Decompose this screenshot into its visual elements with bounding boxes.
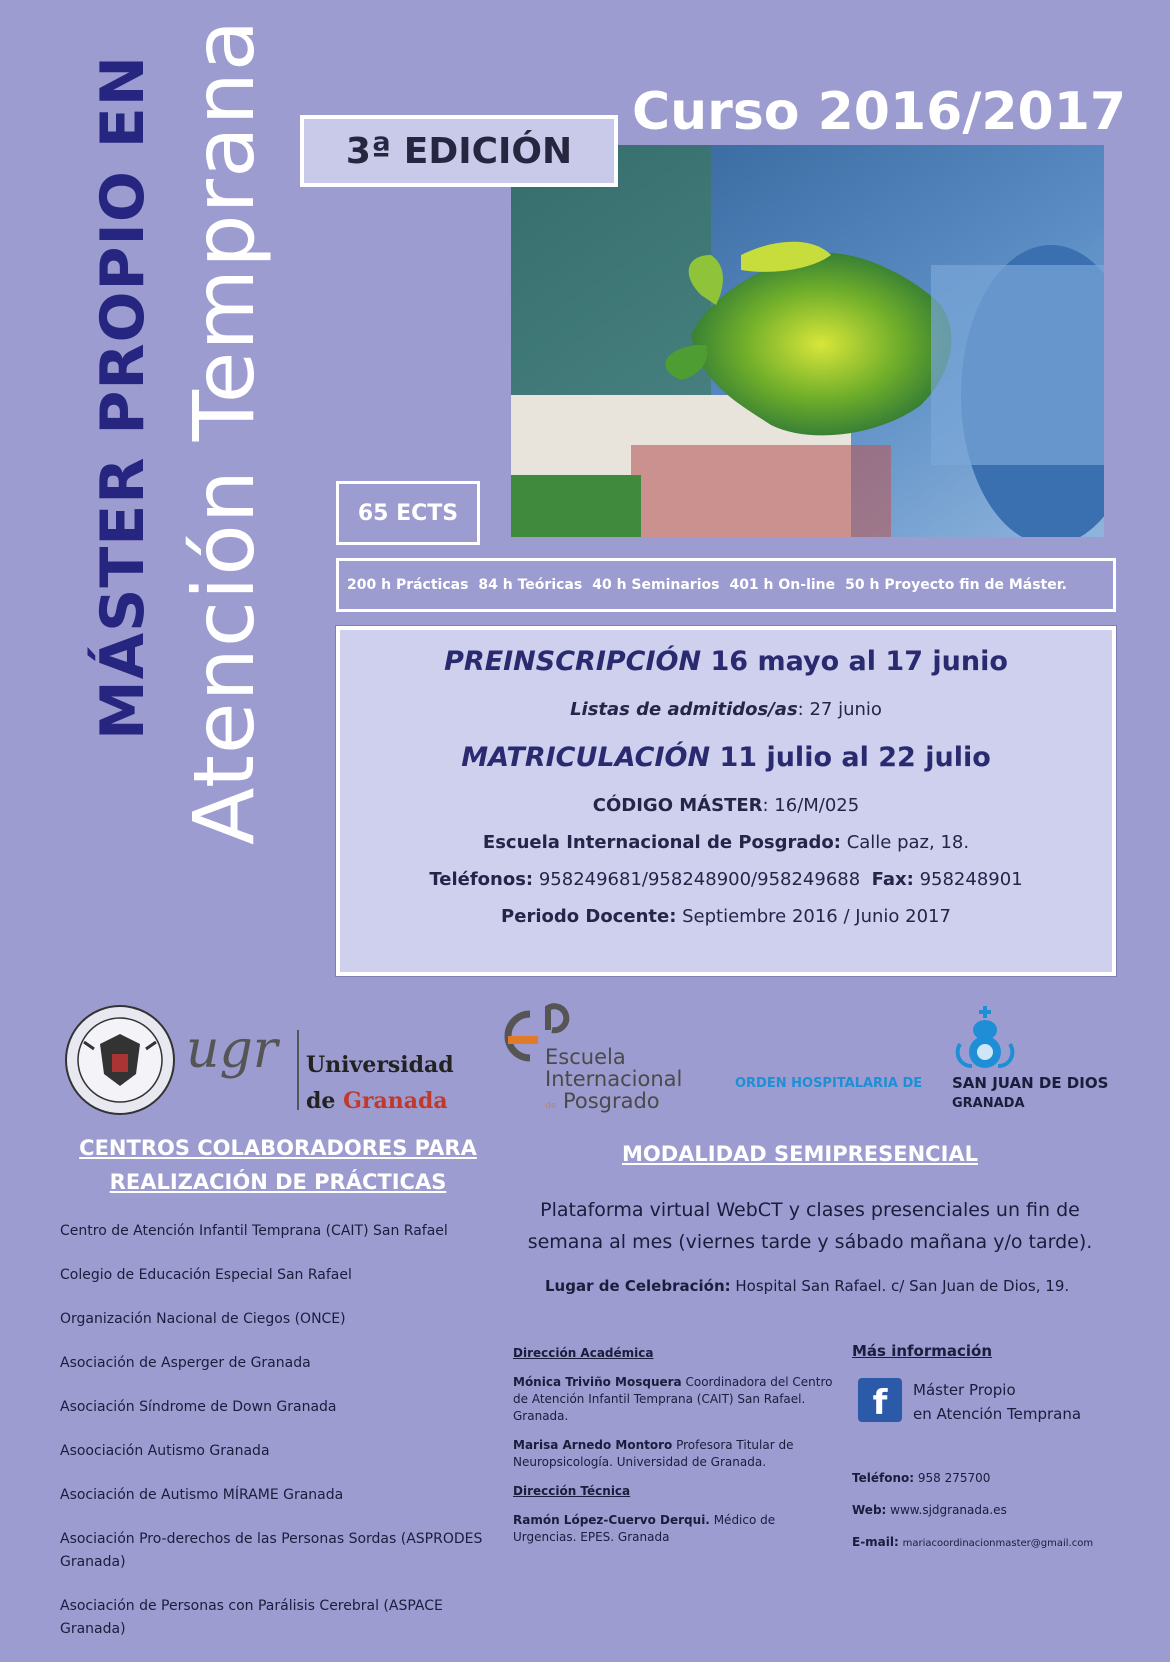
list-item: Asociación Síndrome de Down Granada: [60, 1399, 337, 1415]
direccion-block: [513, 1345, 833, 1546]
eip-name: Escuela Internacional de Posgrado: [545, 1045, 683, 1113]
sjd-emblem: [950, 1004, 1020, 1076]
direccion-tecnica-title: Dirección Técnica: [513, 1484, 631, 1498]
painted-hand-photo: [511, 145, 1104, 537]
ugr-seal: [64, 1004, 176, 1120]
enrollment-info-box: [336, 626, 1116, 976]
listas-line: Listas de admitidos/as: 27 junio: [570, 699, 882, 720]
sjd-city: GRANADA: [952, 1096, 1025, 1111]
hours-item: 84 h Teóricas: [478, 577, 583, 593]
facebook-link[interactable]: Máster Propio en Atención Temprana: [913, 1381, 1082, 1423]
hours-item: 40 h Seminarios: [592, 577, 720, 593]
list-item: Asociación Pro-derechos de las Personas Sordas (ASPRODES Granada): [60, 1531, 483, 1570]
telefonos-line: Teléfonos: 958249681/958248900/958249688 Fax: 958248901: [429, 869, 1023, 890]
hours-item: 200 h Prácticas: [347, 577, 469, 593]
hours-item: 50 h Proyecto fin de Máster.: [845, 577, 1067, 593]
list-item: Organización Nacional de Ciegos (ONCE): [60, 1311, 346, 1327]
course-year: Curso 2016/2017: [632, 82, 1127, 142]
list-item: Asociación de Autismo MÍRAME Granada: [60, 1487, 344, 1503]
centros-title-1: CENTROS COLABORADORES PARA: [79, 1136, 477, 1160]
sjd-name-left: ORDEN HOSPITALARIA DE: [735, 1076, 923, 1091]
list-item: Asociación de Personas con Parálisis Cerebral (ASPACE Granada): [60, 1598, 443, 1637]
matriculacion-line: MATRICULACIÓN 11 julio al 22 julio: [461, 742, 991, 773]
centros-list: [60, 1220, 490, 1662]
telefono-line: Teléfono: 958 275700: [852, 1471, 991, 1485]
escuela-line: Escuela Internacional de Posgrado: Calle paz, 18.: [482, 832, 970, 853]
codigo-line: CÓDIGO MÁSTER: 16/M/025: [592, 795, 860, 816]
ugr-mark: ugr: [186, 1020, 278, 1080]
lugar-line: Lugar de Celebración: Hospital San Rafael. c/ San Juan de Dios, 19.: [545, 1277, 1070, 1295]
web-line: Web: www.sjdgranada.es: [852, 1503, 1007, 1517]
person-2: Marisa Arnedo Montoro Profesora Titular de Neuropsicología. Universidad de Granada.: [513, 1438, 794, 1469]
list-item: Asoociación Autismo Granada: [60, 1443, 270, 1459]
list-item: Colegio de Educación Especial San Rafael: [60, 1267, 352, 1283]
centros-title-2: REALIZACIÓN DE PRÁCTICAS: [109, 1170, 447, 1194]
ugr-name-line1: Universidad: [306, 1052, 454, 1078]
ugr-name-line2: de Granada: [306, 1088, 448, 1114]
email-link[interactable]: mariacoordinacionmaster@gmail.com: [902, 1538, 1094, 1549]
edition-badge: 3ª EDICIÓN: [300, 115, 618, 187]
ects-badge: 65 ECTS: [336, 481, 480, 545]
person-1: Mónica Triviño Mosquera Coordinadora del Centro de Atención Infantil Temprana (CAIT) San Rafael. Granada.: [513, 1375, 833, 1423]
list-item: Asociación de Asperger de Granada: [60, 1355, 311, 1371]
modalidad-text: Plataforma virtual WebCT y clases presenciales un fin de semana al mes (viernes tarde y sábado mañana y/o tarde).: [527, 1199, 1093, 1253]
direccion-academica-title: Dirección Académica: [513, 1346, 654, 1360]
preinscripcion-line: PREINSCRIPCIÓN 16 mayo al 17 junio: [444, 646, 1008, 677]
periodo-line: Periodo Docente: Septiembre 2016 / Junio 2017: [501, 906, 951, 927]
hours-breakdown: [336, 558, 1116, 612]
web-link[interactable]: www.sjdgranada.es: [890, 1503, 1007, 1517]
facebook-icon[interactable]: f: [858, 1378, 902, 1422]
hours-item: 401 h On-line: [729, 577, 836, 593]
list-item: Centro de Atención Infantil Temprana (CAIT) San Rafael: [60, 1223, 448, 1239]
title-line-2: Atención Temprana: [175, 18, 273, 845]
mas-info-title: Más información: [852, 1342, 993, 1360]
sjd-name-right: SAN JUAN DE DIOS: [952, 1074, 1109, 1092]
title-line-1: MÁSTER PROPIO EN: [88, 55, 158, 740]
person-3: Ramón López-Cuervo Derqui. Médico de Urgencias. EPES. Granada: [513, 1513, 776, 1544]
email-line: E-mail: mariacoordinacionmaster@gmail.com: [852, 1535, 1094, 1549]
ugr-divider: [297, 1030, 299, 1110]
modalidad-title: MODALIDAD SEMIPRESENCIAL: [621, 1142, 979, 1166]
